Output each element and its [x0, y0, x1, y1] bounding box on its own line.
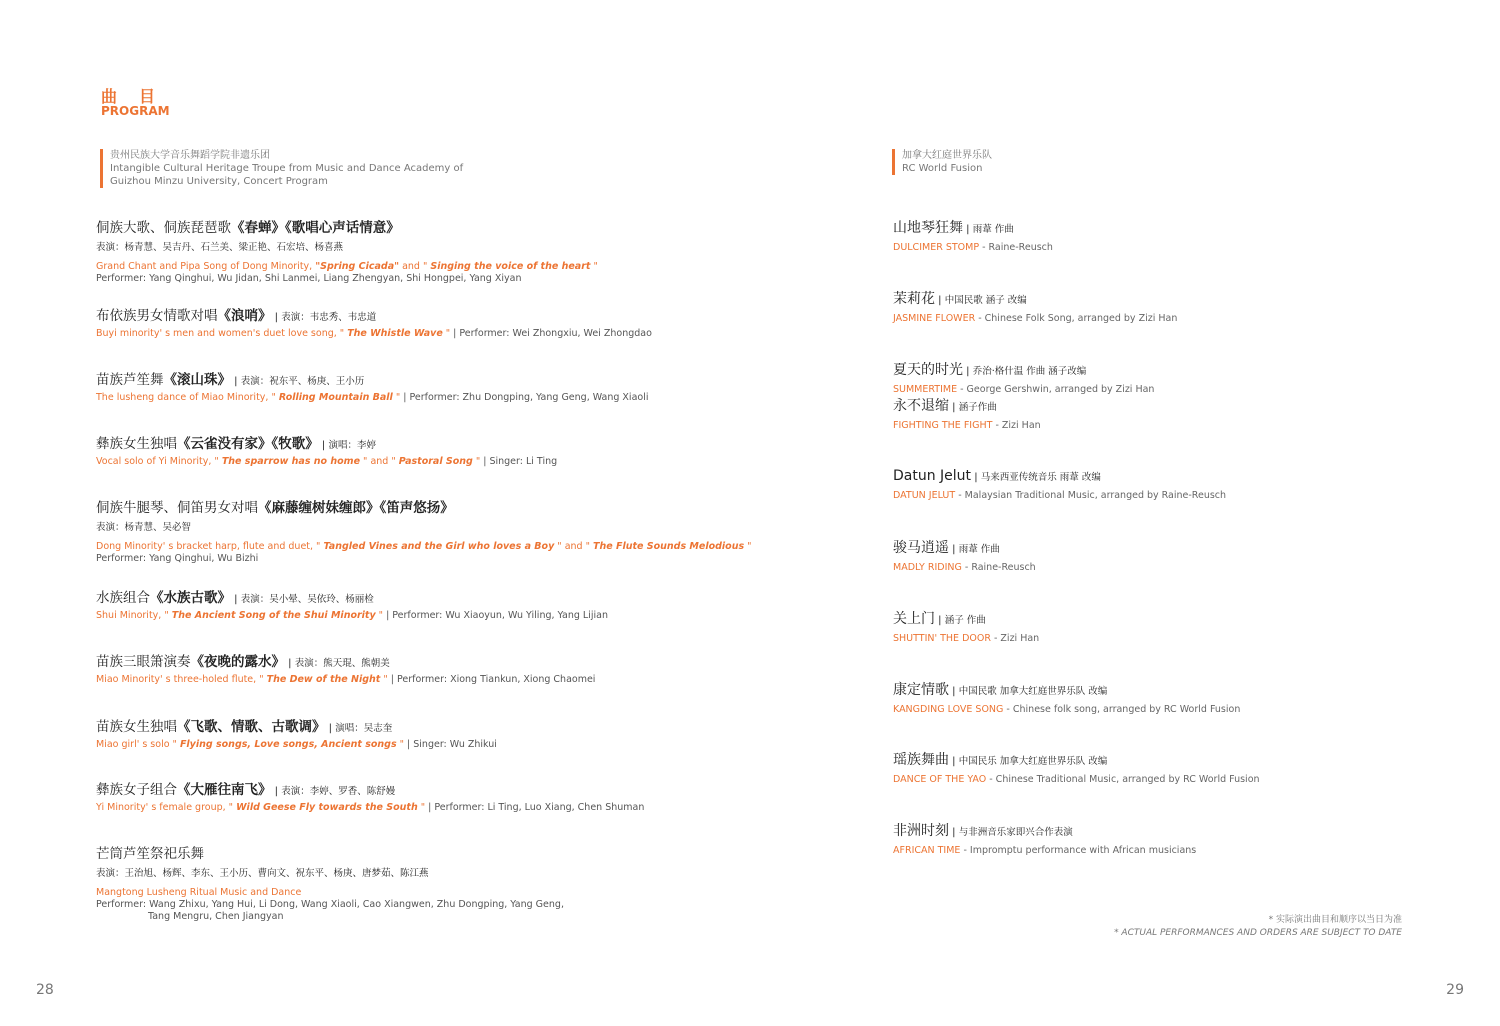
- program-item: 骏马逍遥 | 雨葦 作曲 MADLY RIDING - Raine-Reusch: [893, 540, 1036, 573]
- item-english: Vocal solo of Yi Minority, " The sparrow has no home " and " Pastoral Song " | Singer: Li Ting: [96, 456, 558, 467]
- program-item: 苗族芦笙舞《滚山珠》 | 表演：祝东平、杨庚、王小历 The lusheng dance of Miao Minority, " Rolling Mountain Ball " | Performer: Zhu Dongping, Yang Geng, Wang Xiaoli: [96, 372, 649, 403]
- item-performers-en: Performer: Yang Qinghui, Wu Bizhi: [96, 553, 259, 564]
- program-item: 彝族女生独唱《云雀没有家》《牧歌》 | 演唱：李婷 Vocal solo of Yi Minority, " The sparrow has no home " and " Pastoral Song " | Singer: Li Ting: [96, 436, 558, 467]
- item-english: Grand Chant and Pipa Song of Dong Minority, "Spring Cicada" and " Singing the voice of the heart ": [96, 261, 598, 272]
- program-item: 彝族女子组合《大雁往南飞》 | 表演：李婷、罗香、陈舒嫚 Yi Minority' s female group, " Wild Geese Fly towards the South " | Performer: Li Ting, Luo Xiang, Chen Shuman: [96, 782, 645, 813]
- item-title: 侗族大歌、侗族琵琶歌: [96, 220, 231, 236]
- program-item: 布依族男女情歌对唱《浪哨》 | 表演：韦忠秀、韦忠道 Buyi minority' s men and women's duet love song, " The Whistle Wave " | Performer: Wei Zhongxiu, Wei Zhongdao: [96, 308, 652, 339]
- item-performers-en-cont: Tang Mengru, Chen Jiangyan: [148, 911, 284, 922]
- left-ensemble-en-line1: Intangible Cultural Heritage Troupe from Music and Dance Academy of: [110, 163, 464, 174]
- program-item: 苗族三眼箫演奏《夜晚的露水》 | 表演：熊天琨、熊朝美 Miao Minority' s three-holed flute, " The Dew of the Night " | Performer: Xiong Tiankun, Xiong Chaomei: [96, 654, 596, 685]
- item-english: Yi Minority' s female group, " Wild Geese Fly towards the South " | Performer: Li Ting, Luo Xiang, Chen Shuman: [96, 802, 645, 813]
- left-ensemble-zh: 贵州民族大学音乐舞蹈学院非遗乐团: [110, 150, 270, 161]
- program-title-en: PROGRAM: [101, 104, 170, 118]
- program-item: 永不退缩 | 涵子作曲 FIGHTING THE FIGHT - Zizi Han: [893, 398, 1041, 431]
- program-item: Datun Jelut | 马来西亚传统音乐 雨葦 改编 DATUN JELUT - Malaysian Traditional Music, arranged by Raine-Reusch: [893, 468, 1227, 501]
- item-english: Miao girl' s solo " Flying songs, Love songs, Ancient songs " | Singer: Wu Zhikui: [96, 739, 497, 750]
- disclaimer-zh: * 实际演出曲目和顺序以当日为准: [1268, 915, 1402, 925]
- right-ensemble-header: [892, 149, 992, 175]
- program-item: [96, 219, 598, 285]
- program-item: 侗族牛腿琴、侗笛男女对唱《麻藤缠树妹缠郎》《笛声悠扬》 表演：杨青慧、吴必智 Dong Minority' s bracket harp, flute and duet, " Tangled Vines and the Girl who loves a Boy " and " The Flute Sounds Melodious " Performer: Yang Qinghui, Wu Bizhi: [96, 500, 752, 564]
- item-english: Miao Minority' s three-holed flute, " The Dew of the Night " | Performer: Xiong Tiankun, Xiong Chaomei: [96, 674, 596, 685]
- page-number-right: 29: [1446, 982, 1464, 998]
- program-item: 芒筒芦笙祭祀乐舞 表演：王治旭、杨辉、李东、王小历、曹向文、祝东平、杨庚、唐梦茹、陈江燕 Mangtong Lusheng Ritual Music and Dance Performer: Wang Zhixu, Yang Hui, Li Dong, Wang Xiaoli, Cao Xiangwen, Zhu Dongping, Yang Geng, Tang Mengru, Chen Jiangyan: [96, 846, 564, 922]
- disclaimer-en: * ACTUAL PERFORMANCES AND ORDERS ARE SUBJECT TO DATE: [1114, 928, 1402, 938]
- item-performers-zh: 表演：杨青慧、吴吉丹、石兰美、梁正艳、石宏培、杨喜燕: [96, 242, 344, 253]
- program-item: 关上门 | 涵子 作曲 SHUTTIN' THE DOOR - Zizi Han: [893, 611, 1040, 644]
- program-item: 康定情歌 | 中国民歌 加拿大红庭世界乐队 改编 KANGDING LOVE SONG - Chinese folk song, arranged by RC World Fusion: [893, 682, 1241, 715]
- right-ensemble-zh: 加拿大红庭世界乐队: [902, 150, 992, 161]
- right-ensemble-en: RC World Fusion: [902, 163, 983, 174]
- item-performers-en: Performer: Wang Zhixu, Yang Hui, Li Dong, Wang Xiaoli, Cao Xiangwen, Zhu Dongping, Yang Geng,: [96, 899, 564, 910]
- item-english: Dong Minority' s bracket harp, flute and duet, " Tangled Vines and the Girl who loves a Boy " and " The Flute Sounds Melodious ": [96, 541, 752, 552]
- page-number-left: 28: [36, 982, 54, 998]
- item-performers-zh: 表演：杨青慧、吴必智: [96, 522, 192, 533]
- left-ensemble-en-line2: Guizhou Minzu University, Concert Program: [110, 176, 328, 187]
- item-english: Shui Minority, " The Ancient Song of the Shui Minority " | Performer: Wu Xiaoyun, Wu Yiling, Yang Lijian: [96, 610, 608, 621]
- item-performers-zh: 表演：王治旭、杨辉、李东、王小历、曹向文、祝东平、杨庚、唐梦茹、陈江燕: [96, 868, 429, 879]
- disclaimer-note: [1114, 914, 1402, 940]
- program-item: 山地琴狂舞 | 雨葦 作曲 DULCIMER STOMP - Raine-Reusch: [893, 220, 1053, 253]
- item-english: The lusheng dance of Miao Minority, " Rolling Mountain Ball " | Performer: Zhu Dongping, Yang Geng, Wang Xiaoli: [96, 392, 649, 403]
- item-title-bold: 《春蝉》《歌唱心声话情意》: [231, 220, 400, 236]
- program-item: 水族组合《水族古歌》 | 表演：吴小晕、吴依玲、杨丽检 Shui Minority, " The Ancient Song of the Shui Minority " | Performer: Wu Xiaoyun, Wu Yiling, Yang Lijian: [96, 590, 608, 621]
- left-ensemble-header: [100, 149, 463, 188]
- program-title-zh: 曲目: [101, 87, 178, 106]
- item-english: Buyi minority' s men and women's duet love song, " The Whistle Wave " | Performer: Wei Zhongxiu, Wei Zhongdao: [96, 328, 652, 339]
- program-item: 夏天的时光 | 乔治·格什温 作曲 涵子改编 SUMMERTIME - George Gershwin, arranged by Zizi Han: [893, 362, 1155, 395]
- program-item: 非洲时刻 | 与非洲音乐家即兴合作表演 AFRICAN TIME - Impromptu performance with African musicians: [893, 823, 1197, 856]
- item-performers-en: Performer: Yang Qinghui, Wu Jidan, Shi Lanmei, Liang Zhengyan, Shi Hongpei, Yang Xiyan: [96, 273, 522, 284]
- program-item: 苗族女生独唱《飞歌、情歌、古歌调》 | 演唱：吴志奎 Miao girl' s solo " Flying songs, Love songs, Ancient songs " | Singer: Wu Zhikui: [96, 719, 497, 750]
- program-item: 茉莉花 | 中国民歌 涵子 改编 JASMINE FLOWER - Chinese Folk Song, arranged by Zizi Han: [893, 291, 1178, 324]
- item-english: Mangtong Lusheng Ritual Music and Dance: [96, 887, 302, 898]
- program-item: 瑶族舞曲 | 中国民乐 加拿大红庭世界乐队 改编 DANCE OF THE YAO - Chinese Traditional Music, arranged by RC World Fusion: [893, 752, 1260, 785]
